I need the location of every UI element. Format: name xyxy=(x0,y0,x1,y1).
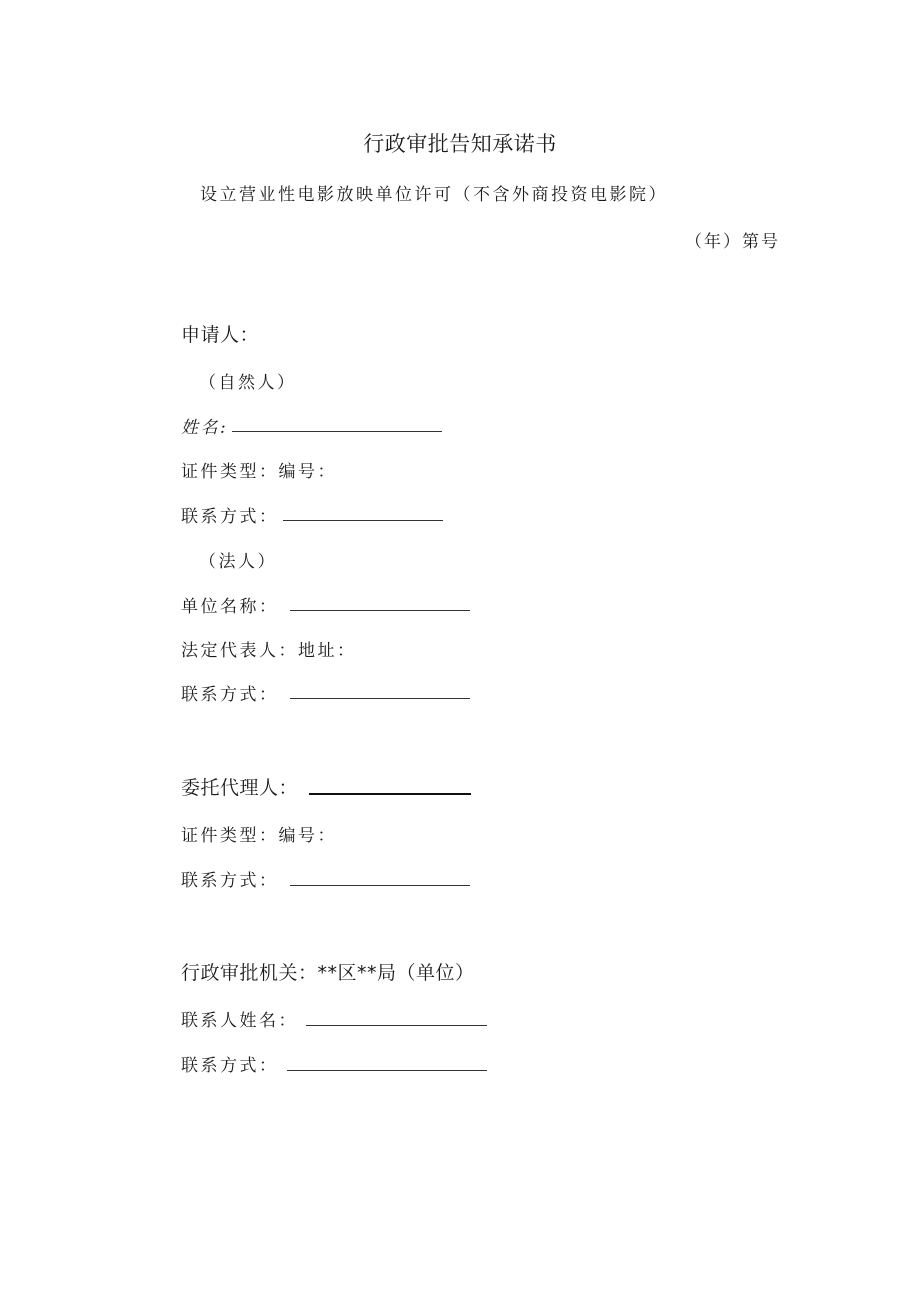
natural-person-label: （自然人） xyxy=(199,373,297,393)
document-number: （年）第号 xyxy=(685,232,780,252)
agent-contact-label: 联系方式： xyxy=(181,871,279,891)
unit-name-blank[interactable] xyxy=(290,610,470,611)
document-title: 行政审批告知承诺书 xyxy=(363,132,557,156)
natural-contact-label: 联系方式： xyxy=(181,507,279,527)
name-label: 姓名: xyxy=(181,418,229,438)
agent-id-label: 证件类型：编号： xyxy=(181,826,337,846)
agent-contact-blank[interactable] xyxy=(290,885,470,886)
rep-address-label: 法定代表人：地址： xyxy=(181,641,357,661)
name-blank[interactable] xyxy=(232,431,442,432)
unit-name-label: 单位名称： xyxy=(181,597,279,617)
authority-contact-label: 联系方式： xyxy=(181,1056,279,1076)
legal-contact-label: 联系方式： xyxy=(181,685,279,705)
agent-heading: 委托代理人： xyxy=(181,777,299,799)
natural-id-label: 证件类型：编号： xyxy=(181,462,337,482)
authority-contact-person-blank[interactable] xyxy=(306,1025,487,1026)
document-subtitle: 设立营业性电影放映单位许可（不含外商投资电影院） xyxy=(200,185,668,205)
legal-person-label: （法人） xyxy=(199,552,277,572)
agent-name-blank[interactable] xyxy=(309,793,471,795)
applicant-heading: 申请人： xyxy=(181,324,260,346)
authority-contact-blank[interactable] xyxy=(287,1070,487,1071)
authority-contact-person-label: 联系人姓名： xyxy=(181,1011,298,1031)
legal-contact-blank[interactable] xyxy=(290,698,470,699)
authority-heading: 行政审批机关：**区**局（单位） xyxy=(181,962,475,984)
natural-contact-blank[interactable] xyxy=(283,520,443,521)
